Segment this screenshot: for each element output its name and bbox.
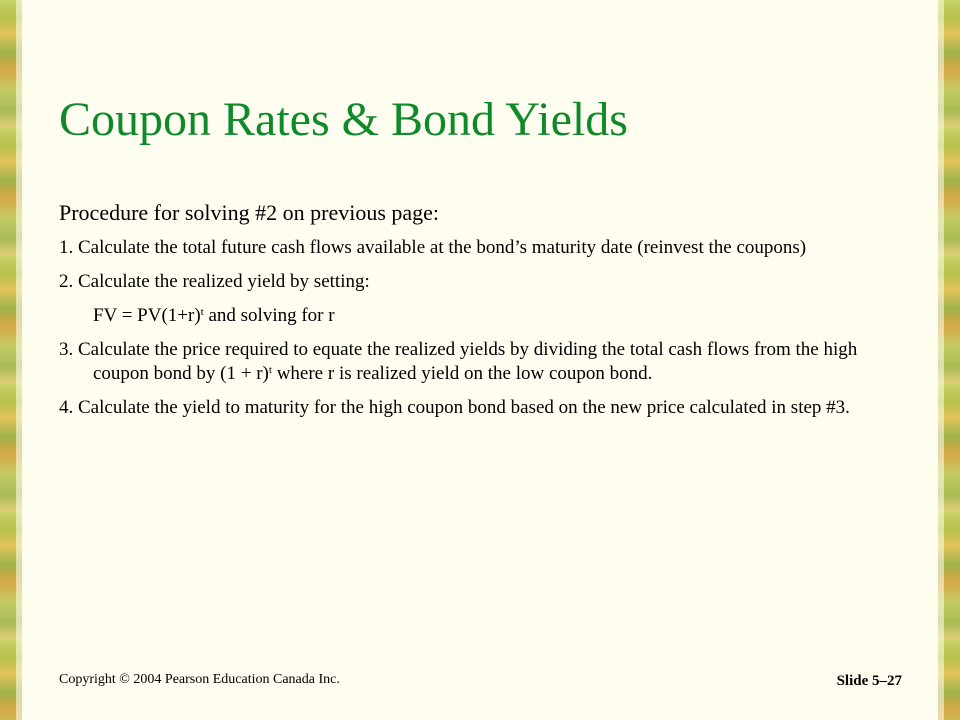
decorative-border-right (938, 0, 960, 720)
step-3-part-2: where r is realized yield on the low coupon bond. (271, 363, 653, 384)
formula-part-2: and solving for r (203, 305, 335, 326)
step-1: 1. Calculate the total future cash flows available at the bond’s maturity date (reinvest the coupons) (59, 237, 807, 258)
copyright-notice: Copyright © 2004 Pearson Education Canada Inc. (59, 672, 340, 687)
step-2: 2. Calculate the realized yield by setting: (59, 271, 370, 292)
procedure-lead: Procedure for solving #2 on previous page: (59, 200, 440, 225)
decorative-border-left (0, 0, 22, 720)
step-3-part-1: 3. Calculate the price required to equate the realized yields by dividing the total cash flows from the high coupon bond by (1 + r) (59, 339, 858, 384)
step-3 (59, 338, 899, 386)
slide-content (59, 200, 899, 430)
formula (93, 304, 899, 328)
slide-number: Slide 5–27 (836, 673, 902, 689)
formula-exponent: t (200, 306, 204, 318)
slide-title: Coupon Rates & Bond Yields (59, 93, 628, 146)
step-4: 4. Calculate the yield to maturity for the high coupon bond based on the new price calculated in step #3. (59, 397, 850, 418)
formula-part-1: FV = PV(1+r) (93, 305, 201, 326)
step-3-exponent: t (268, 364, 272, 376)
